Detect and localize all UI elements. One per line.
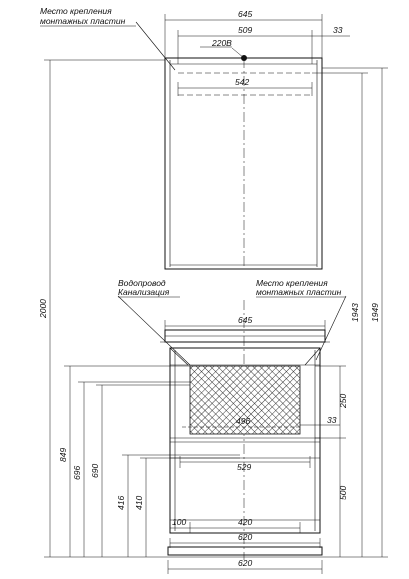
- svg-text:Канализация: Канализация: [118, 287, 170, 297]
- left-vertical-dimensions: [44, 60, 240, 557]
- dim-height-1949: 1949: [370, 303, 380, 322]
- dim-bottom-100: 100: [172, 517, 187, 527]
- svg-text:монтажных пластин: монтажных пластин: [256, 287, 342, 297]
- voltage-label: 220В: [212, 38, 232, 48]
- dim-height-690: 690: [90, 463, 100, 478]
- dim-inner-529: 529: [237, 462, 252, 472]
- cabinet-mount-label: [256, 278, 346, 297]
- dim-bottom-420: 420: [238, 517, 253, 527]
- water-drain-label: [118, 278, 180, 297]
- dim-base-620: 620: [238, 558, 253, 568]
- cabinet-dimensions: [165, 320, 340, 574]
- dim-top-width: 645: [238, 315, 253, 325]
- svg-text:Место крепления: Место крепления: [256, 278, 328, 288]
- dim-mirror-plate-offset: 33: [333, 25, 343, 35]
- dim-height-500: 500: [338, 485, 348, 500]
- mirror-drawing: [136, 22, 322, 269]
- dim-height-849: 849: [58, 447, 68, 462]
- dim-bottom-620: 620: [238, 532, 253, 542]
- mirror-mount-label: [40, 6, 136, 26]
- dim-plate-offset-cabinet: 33: [327, 415, 337, 425]
- dim-height-696: 696: [72, 465, 82, 480]
- svg-text:Водопровод: Водопровод: [118, 278, 166, 288]
- dim-height-410: 410: [134, 495, 144, 510]
- dim-drawer-depth: 250: [338, 393, 348, 408]
- dim-mirror-width: 645: [238, 9, 253, 19]
- dim-height-416: 416: [116, 495, 126, 510]
- dim-mirror-inner-width: 542: [235, 77, 250, 87]
- svg-text:монтажных пластин: монтажных пластин: [40, 16, 126, 26]
- dim-total-height: 2000: [38, 299, 48, 318]
- svg-text:Место крепления: Место крепления: [40, 6, 112, 16]
- dim-mirror-plate-span: 509: [238, 25, 253, 35]
- dim-inner-496: 496: [236, 416, 251, 426]
- dim-height-1943: 1943: [350, 303, 360, 322]
